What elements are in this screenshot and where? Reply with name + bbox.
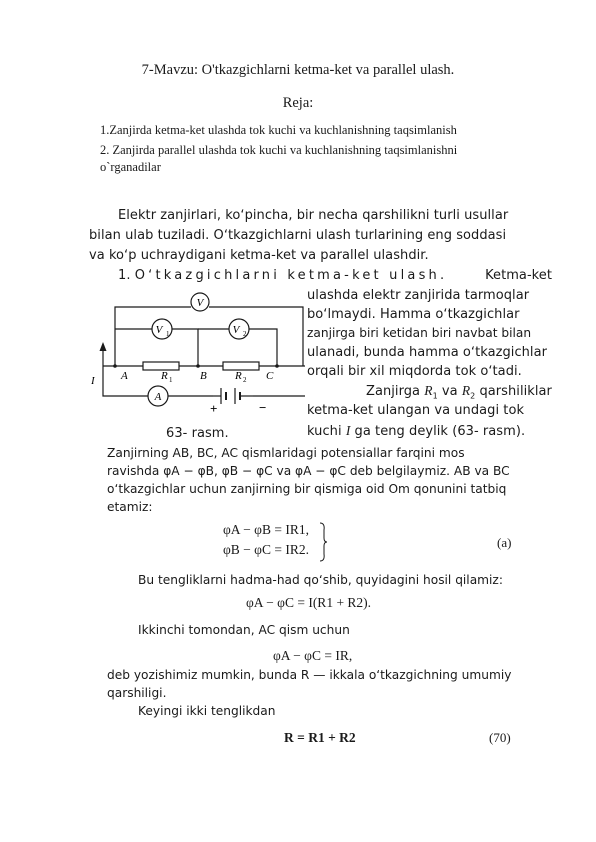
page-title: 7-Mavzu: O'tkazgichlarni ketma-ket va parallel ulash. (141, 62, 455, 78)
intro-line-2: bilan ulab tuziladi. Oʻtkazgichlarni ulash turlarining eng soddasi (89, 228, 507, 243)
resistor-r2-sub: 2 (243, 376, 247, 384)
node-a-label: A (121, 370, 128, 382)
side-para2-line-3: kuchi I ga teng deylik (63- rasm). (307, 423, 526, 439)
wire-v1-right (172, 329, 198, 366)
section-number: 1. (118, 268, 131, 283)
section-heading-line (118, 268, 552, 283)
circuit-diagram (85, 282, 305, 442)
equation-brace (318, 522, 328, 562)
node-c-label: C (266, 370, 274, 382)
equation-final-number: (70) (489, 730, 511, 745)
plan-item-2: 2. Zanjirda parallel ulashda tok kuchi va kuchlanishning taqsimlanishni (100, 143, 458, 157)
intro-line-1: Elektr zanjirlari, koʻpincha, bir necha qarshilikni turli usullar (118, 208, 509, 223)
node-b-label: B (200, 370, 207, 382)
body-para3: Ikkinchi tomondan, AC qism uchun (138, 623, 350, 637)
side-para2-line-2: ketma-ket ulangan va undagi tok (307, 403, 525, 418)
side-text-line-2: boʻlmaydi. Hamma oʻtkazgichlar (307, 307, 520, 322)
equation-a-number: (a) (497, 535, 512, 550)
current-arrow-icon (100, 342, 107, 351)
intro-line-3: va koʻp uchraydigani ketma-ket va parallel ulashdir. (89, 248, 429, 263)
section-heading-tail: Ketma-ket (485, 268, 552, 283)
current-label: I (91, 375, 95, 387)
body-para1-line-2: ravishda φA − φB, φB − φC va φA − φC deb belgilaymiz. AB va BC (107, 464, 510, 478)
equation-ac: φA − φC = IR, (273, 648, 353, 663)
figure-caption: 63- rasm. (166, 426, 229, 441)
wire-v2-right (249, 329, 277, 366)
side-text-line-5: orqali bir xil miqdorda tok oʻtadi. (307, 364, 522, 379)
equation-a-line-2: φB − φC = IR2. (223, 542, 309, 557)
equation-sum: φA − φC = I(R1 + R2). (246, 595, 372, 610)
body-para5: Keyingi ikki tenglikdan (138, 704, 276, 718)
equation-a-line-1: φA − φB = IR1, (223, 522, 309, 537)
voltmeter-v1-sub: 1 (166, 330, 170, 338)
body-para2: Bu tengliklarni hadma-had qoʻshib, quyidagini hosil qilamiz: (138, 573, 503, 587)
resistor-r1-symbol (143, 362, 179, 370)
body-para1-line-4: etamiz: (107, 500, 153, 514)
resistor-r2-symbol (223, 362, 259, 370)
voltmeter-v2-sub: 2 (243, 330, 247, 338)
side-text-line-4: ulanadi, bunda hamma oʻtkazgichlar (307, 345, 548, 360)
plan-item-1: 1.Zanjirda ketma-ket ulashda tok kuchi va kuchlanishning taqsimlanish (100, 123, 457, 137)
ammeter-label: A (154, 391, 162, 403)
body-para4-line-2: qarshiligi. (107, 686, 167, 700)
equation-final: R = R1 + R2 (284, 730, 356, 745)
side-text-line-1: ulashda elektr zanjirida tarmoqlar (307, 288, 530, 303)
side-text-line-3: zanjirga biri ketidan biri navbat bilan (307, 326, 532, 340)
body-para4-line-1: deb yozishimiz mumkin, bunda R — ikkala oʻtkazgichning umumiy (107, 668, 512, 682)
plan-heading: Reja: (282, 95, 314, 111)
wire-v-left (115, 307, 191, 366)
wire-v-right (209, 307, 303, 366)
battery-minus: − (259, 400, 267, 415)
body-para1-line-1: Zanjirning AB, BC, AC qismlaridagi potensiallar farqini mos (107, 446, 465, 460)
resistor-r1-label: R (161, 370, 168, 382)
voltmeter-v2-label: V (232, 324, 240, 336)
battery-plus: + (210, 401, 218, 416)
section-heading: Oʻtkazgichlarni ketma-ket ulash. (134, 268, 448, 283)
side-para2-line-1: Zanjirga $R_1$ va $R_2$ qarshiliklar (366, 383, 552, 401)
plan-item-2-continuation: o`rganadilar (100, 160, 161, 174)
body-para1-line-3: oʻtkazgichlar uchun zanjirning bir qismiga oid Om qonunini tatbiq (107, 482, 507, 496)
voltmeter-total-label: V (196, 297, 204, 309)
voltmeter-v1-label: V (155, 324, 163, 336)
resistor-r2-label: R (235, 370, 242, 382)
resistor-r1-sub: 1 (169, 376, 173, 384)
